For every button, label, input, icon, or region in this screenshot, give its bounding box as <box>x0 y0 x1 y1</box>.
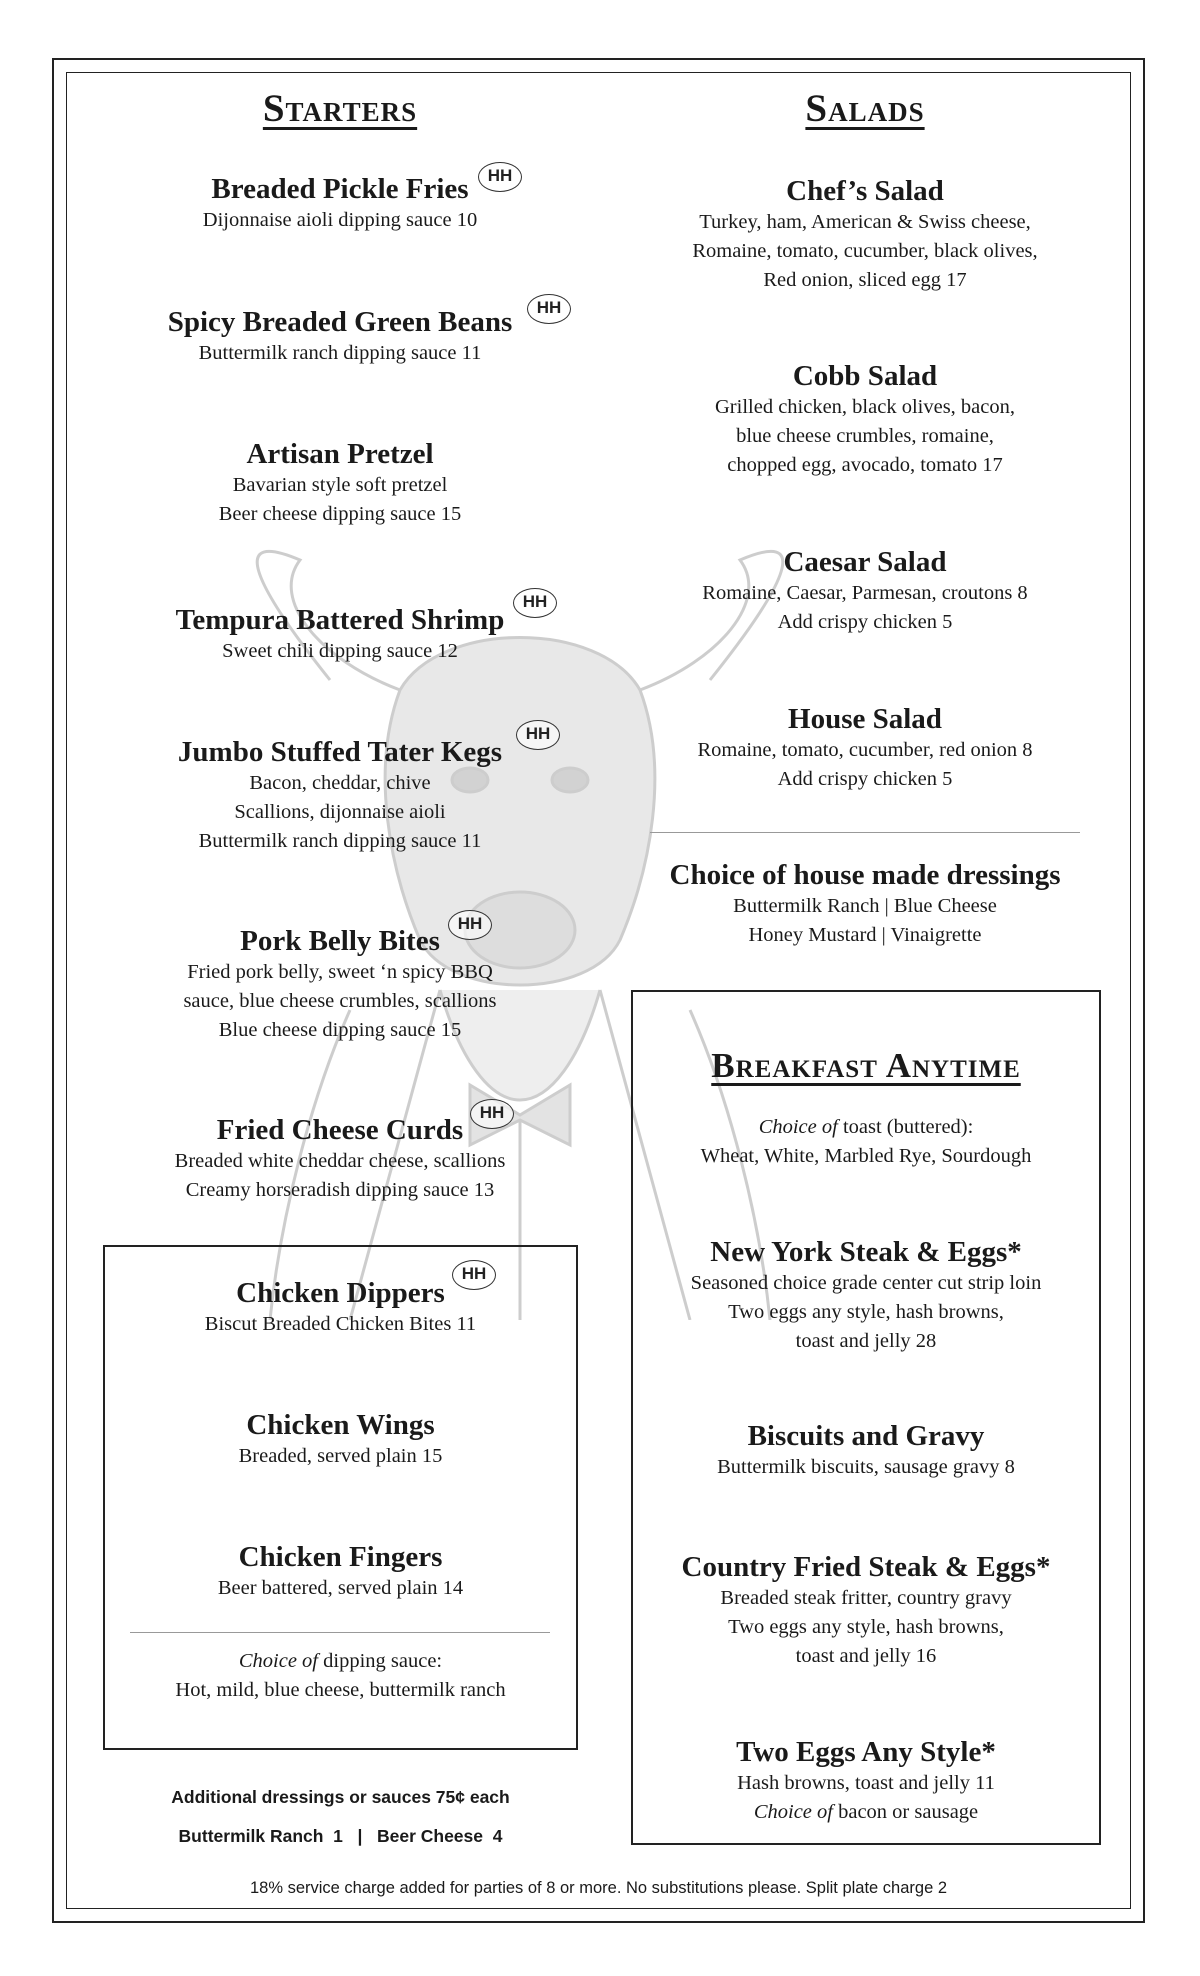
starters-heading: Starters <box>262 87 418 130</box>
item-desc: toast and jelly 16 <box>795 1645 937 1667</box>
item-desc: Red onion, sliced egg 17 <box>763 269 967 291</box>
item-name: House Salad <box>788 703 942 735</box>
item-desc: Breaded white cheddar cheese, scallions <box>174 1150 506 1172</box>
item-desc: Fried pork belly, sweet ‘n spicy BBQ <box>187 961 493 983</box>
item-name: Pork Belly Bites <box>240 925 440 957</box>
menu-item <box>631 1235 1101 1356</box>
toast-choice <box>631 1113 1101 1171</box>
menu-item <box>103 1276 578 1339</box>
last-rest: bacon or sausage <box>832 1801 979 1823</box>
menu-item <box>120 437 560 529</box>
item-desc: Add crispy chicken 5 <box>777 768 953 790</box>
item-desc: Romaine, tomato, cucumber, red onion 8 <box>697 739 1033 761</box>
menu-item <box>631 1735 1101 1827</box>
item-desc: Beer battered, served plain 14 <box>217 1577 464 1599</box>
item-desc: Breaded, served plain 15 <box>238 1445 443 1467</box>
happy-hour-badge: HH <box>452 1260 496 1290</box>
item-name: Fried Cheese Curds <box>216 1114 464 1146</box>
divider <box>130 1632 550 1633</box>
menu-item <box>120 305 560 368</box>
menu-item <box>645 545 1085 637</box>
menu-item <box>103 1408 578 1471</box>
additional-sauces-line: Additional dressings or sauces 75¢ each <box>171 1787 510 1807</box>
item-desc: Buttermilk ranch dipping sauce 11 <box>198 830 482 852</box>
choice-options: Hot, mild, blue cheese, buttermilk ranch <box>175 1679 506 1701</box>
item-desc: Scallions, dijonnaise aioli <box>234 801 446 823</box>
item-name: Biscuits and Gravy <box>747 1420 985 1452</box>
item-name: Chicken Wings <box>246 1409 435 1441</box>
last-prefix: Choice of <box>753 1801 833 1823</box>
additional-sauces-prices: Buttermilk Ranch 1 | Beer Cheese 4 <box>178 1826 503 1846</box>
happy-hour-badge: HH <box>513 588 557 618</box>
item-desc: Bacon, cheddar, chive <box>249 772 431 794</box>
item-desc: Turkey, ham, American & Swiss cheese, <box>699 211 1031 233</box>
item-name: Jumbo Stuffed Tater Kegs <box>177 736 503 768</box>
item-desc: Creamy horseradish dipping sauce 13 <box>185 1179 495 1201</box>
menu-item <box>631 1419 1101 1482</box>
toast-prefix: Choice of <box>758 1116 838 1138</box>
dipping-sauce-choice <box>103 1647 578 1705</box>
item-desc: toast and jelly 28 <box>795 1330 937 1352</box>
item-desc: chopped egg, avocado, tomato 17 <box>727 454 1003 476</box>
item-name: Breaded Pickle Fries <box>211 173 469 205</box>
item-name: Chef’s Salad <box>786 175 944 207</box>
item-name: Chicken Dippers <box>236 1277 445 1309</box>
item-desc: Grilled chicken, black olives, bacon, <box>715 396 1015 418</box>
menu-item <box>645 702 1085 794</box>
item-desc: Sweet chili dipping sauce 12 <box>222 640 458 662</box>
happy-hour-badge: HH <box>516 720 560 750</box>
item-desc: Seasoned choice grade center cut strip loin <box>690 1272 1042 1294</box>
toast-rest: toast (buttered): <box>837 1116 974 1138</box>
item-name: Two Eggs Any Style* <box>736 1736 996 1768</box>
divider <box>650 832 1080 833</box>
item-desc: Blue cheese dipping sauce 15 <box>218 1019 462 1041</box>
dressings-title: Choice of house made dressings <box>669 859 1061 891</box>
item-desc: Bavarian style soft pretzel <box>232 474 448 496</box>
menu-item <box>645 174 1085 295</box>
footer-note: 18% service charge added for parties of 8 or more. No substitutions please. Split plate charge 2 <box>249 1879 948 1897</box>
item-desc: Romaine, Caesar, Parmesan, croutons 8 <box>702 582 1028 604</box>
menu-item <box>103 1540 578 1603</box>
item-desc: sauce, blue cheese crumbles, scallions <box>183 990 497 1012</box>
choice-rest: dipping sauce: <box>318 1650 443 1672</box>
happy-hour-badge: HH <box>470 1099 514 1129</box>
item-name: Country Fried Steak & Eggs* <box>681 1551 1051 1583</box>
item-desc: Dijonnaise aioli dipping sauce 10 <box>202 209 478 231</box>
dressings-options: Buttermilk Ranch | Blue Cheese <box>733 895 997 917</box>
item-desc: Biscut Breaded Chicken Bites 11 <box>204 1313 477 1335</box>
item-name: Cobb Salad <box>792 360 938 392</box>
item-desc: Two eggs any style, hash browns, <box>728 1301 1004 1323</box>
breakfast-heading: Breakfast Anytime <box>711 1046 1021 1085</box>
item-desc: Buttermilk ranch dipping sauce 11 <box>198 342 482 364</box>
choice-prefix: Choice of <box>238 1650 318 1672</box>
toast-options: Wheat, White, Marbled Rye, Sourdough <box>700 1145 1032 1167</box>
menu-item <box>120 924 560 1045</box>
item-desc: Hash browns, toast and jelly 11 <box>737 1772 995 1794</box>
dressings-options: Honey Mustard | Vinaigrette <box>748 924 982 946</box>
item-name: Caesar Salad <box>783 546 947 578</box>
item-desc: Buttermilk biscuits, sausage gravy 8 <box>717 1456 1015 1478</box>
item-desc: Two eggs any style, hash browns, <box>728 1616 1004 1638</box>
menu-item <box>631 1550 1101 1671</box>
dressings-block <box>640 858 1090 950</box>
item-desc: blue cheese crumbles, romaine, <box>736 425 994 447</box>
item-desc: Beer cheese dipping sauce 15 <box>218 503 462 525</box>
item-name: Spicy Breaded Green Beans <box>167 306 513 338</box>
happy-hour-badge: HH <box>448 910 492 940</box>
salads-heading: Salads <box>805 87 925 130</box>
menu-item <box>645 359 1085 480</box>
item-desc: Breaded steak fritter, country gravy <box>720 1587 1012 1609</box>
item-name: Chicken Fingers <box>238 1541 443 1573</box>
item-name: Tempura Battered Shrimp <box>175 604 505 636</box>
item-desc: Romaine, tomato, cucumber, black olives, <box>692 240 1038 262</box>
menu-item <box>120 735 560 856</box>
item-name: Artisan Pretzel <box>246 438 434 470</box>
item-desc: Add crispy chicken 5 <box>777 611 953 633</box>
menu-item <box>120 603 560 666</box>
item-name: New York Steak & Eggs* <box>710 1236 1022 1268</box>
happy-hour-badge: HH <box>527 294 571 324</box>
happy-hour-badge: HH <box>478 162 522 192</box>
